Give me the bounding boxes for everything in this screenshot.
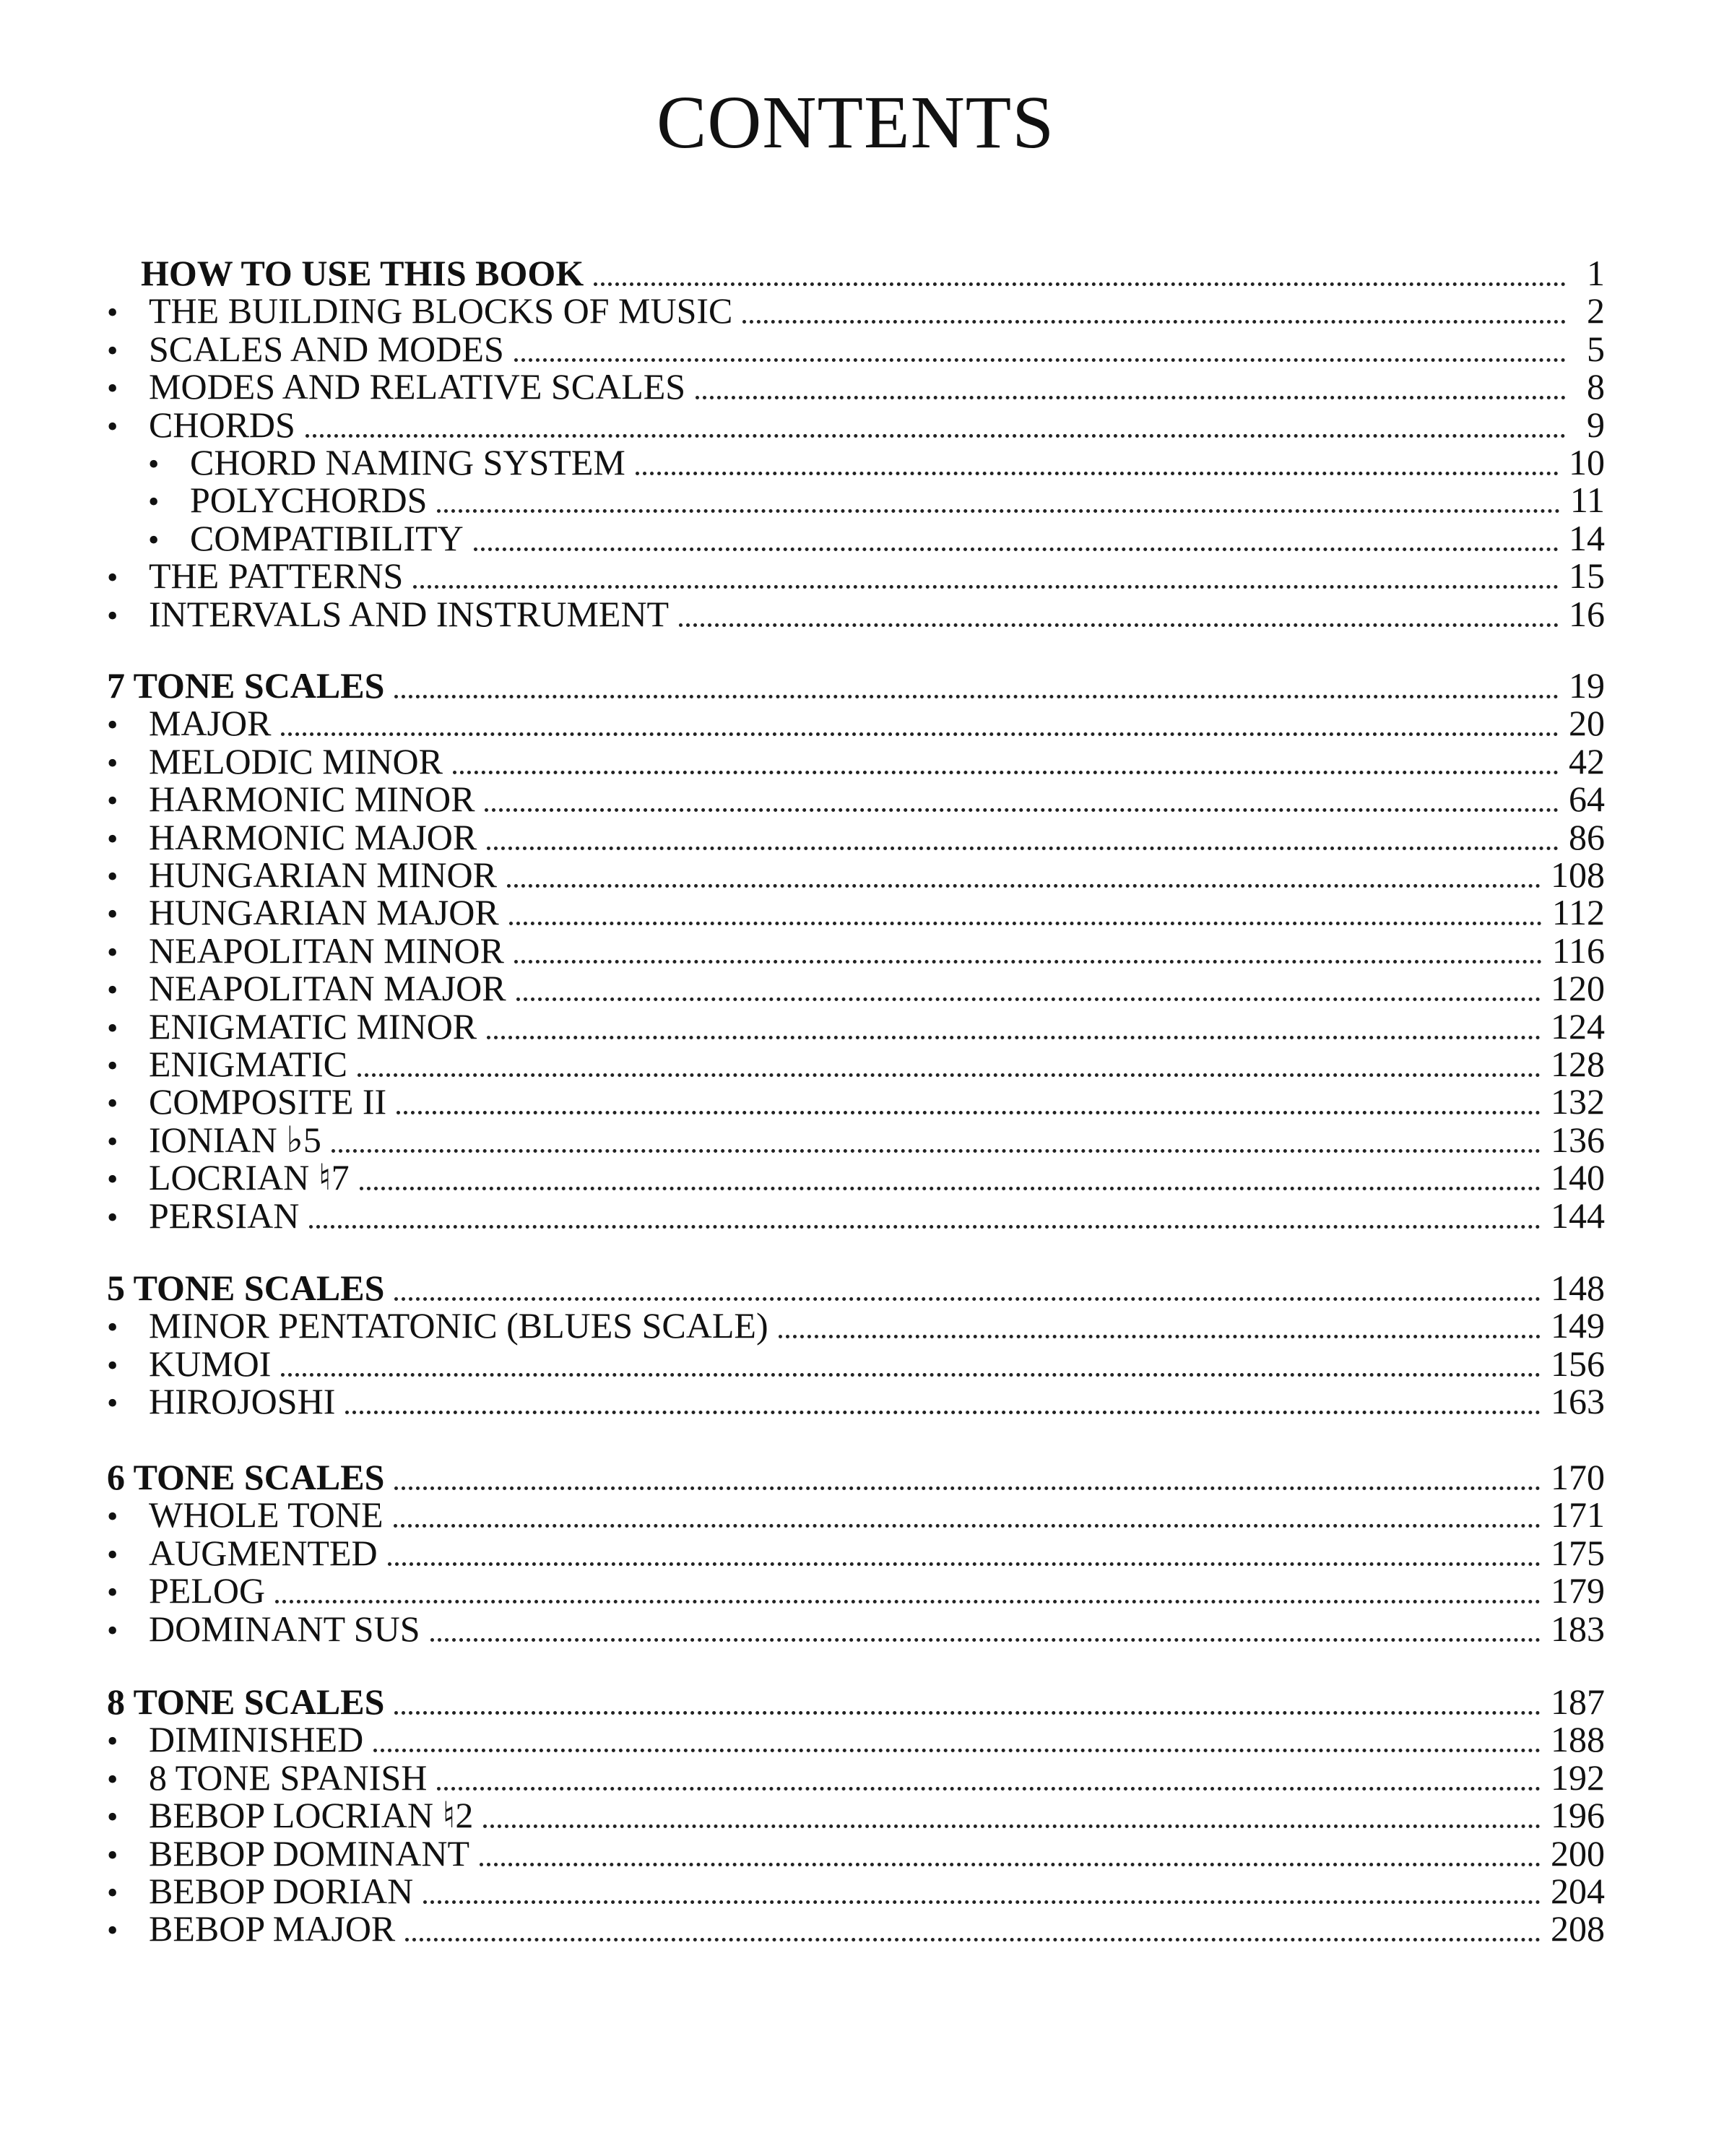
toc-heading <box>107 1458 1605 1496</box>
bullet-icon: • <box>107 707 118 743</box>
toc-page-number: 112 <box>1551 892 1605 933</box>
dot-leader <box>309 1225 1541 1229</box>
dot-leader <box>696 396 1566 399</box>
toc-entry <box>107 856 1605 893</box>
toc-page-number: 64 <box>1569 779 1605 820</box>
toc-entry <box>107 704 1605 742</box>
toc-page-number: 136 <box>1551 1119 1605 1160</box>
toc-page-number: 144 <box>1551 1195 1605 1236</box>
toc-entry-label: LOCRIAN ♮7 <box>149 1157 350 1198</box>
toc-heading <box>107 667 1605 704</box>
dot-leader <box>405 1938 1541 1941</box>
dot-leader <box>306 434 1566 438</box>
toc-entry <box>107 1307 1605 1344</box>
toc-page-number: 2 <box>1587 290 1605 332</box>
dot-leader <box>742 320 1566 324</box>
bullet-icon: • <box>107 1199 118 1235</box>
dot-leader <box>394 1297 1541 1301</box>
toc-entry <box>107 1572 1605 1609</box>
toc-entry-label: BEBOP DOMINANT <box>149 1832 469 1874</box>
dot-leader <box>483 1824 1541 1828</box>
toc-heading <box>107 1683 1605 1720</box>
toc-page-number: 196 <box>1551 1795 1605 1836</box>
toc-entry <box>107 1005 1605 1047</box>
dot-leader <box>388 1562 1541 1566</box>
dot-leader <box>275 1600 1541 1603</box>
toc-page-number: 42 <box>1569 740 1605 782</box>
toc-entry-label: NEAPOLITAN MINOR <box>149 930 504 971</box>
bullet-icon: • <box>107 597 118 633</box>
toc-entry-label: CHORDS <box>149 404 295 445</box>
toc-entry-label: 7 TONE SCALES <box>107 665 385 706</box>
dot-leader <box>413 585 1559 589</box>
toc-entry-label: KUMOI <box>149 1343 272 1384</box>
bullet-icon: • <box>107 1612 118 1648</box>
toc-heading <box>141 254 1605 292</box>
bullet-icon: • <box>107 1575 118 1611</box>
toc-page-number: 11 <box>1569 480 1605 521</box>
toc-heading <box>107 1269 1605 1307</box>
toc-entry <box>148 481 1605 519</box>
dot-leader <box>453 771 1559 774</box>
dot-leader <box>394 1711 1541 1715</box>
toc-entry-label: BEBOP DORIAN <box>149 1871 414 1911</box>
toc-entry <box>107 740 1605 782</box>
toc-entry <box>107 1910 1605 1947</box>
toc-entry-label: HUNGARIAN MINOR <box>149 854 497 895</box>
toc-entry-label: MELODIC MINOR <box>149 740 443 782</box>
dot-leader <box>394 1524 1541 1528</box>
toc-entry-label: INTERVALS AND INSTRUMENT <box>149 593 670 634</box>
dot-leader <box>345 1411 1541 1414</box>
toc-page-number: 1 <box>1587 253 1605 293</box>
toc-entry-label: THE PATTERNS <box>149 555 404 597</box>
toc-page-number: 8 <box>1587 366 1605 407</box>
toc-entry-label: HIROJOSHI <box>149 1381 336 1422</box>
toc-entry-label: THE BUILDING BLOCKS OF MUSIC <box>149 290 733 332</box>
toc-entry-label: NEAPOLITAN MAJOR <box>149 968 506 1009</box>
dot-leader <box>394 1486 1541 1490</box>
toc-entry-label: 5 TONE SCALES <box>107 1268 385 1308</box>
toc-page-number: 149 <box>1551 1305 1605 1346</box>
bullet-icon: • <box>107 560 118 596</box>
toc-entry-label: BEBOP LOCRIAN ♮2 <box>149 1795 474 1836</box>
dot-leader <box>514 960 1542 964</box>
toc-page-number: 132 <box>1551 1081 1605 1122</box>
dot-leader <box>437 509 1559 513</box>
toc-entry <box>107 1121 1605 1159</box>
toc-entry <box>107 1197 1605 1234</box>
dot-leader <box>487 1036 1541 1039</box>
toc-page-number: 171 <box>1551 1494 1605 1536</box>
toc-entry-label: COMPOSITE II <box>149 1081 387 1122</box>
dot-leader <box>373 1749 1541 1752</box>
bullet-icon: • <box>107 745 118 781</box>
toc-entry-label: MODES AND RELATIVE SCALES <box>149 366 686 407</box>
toc-entry-label: AUGMENTED <box>149 1532 378 1573</box>
bullet-icon: • <box>107 896 118 932</box>
toc-entry-label: MAJOR <box>149 703 272 744</box>
toc-entry-label: DIMINISHED <box>149 1719 364 1760</box>
dot-leader <box>281 1373 1541 1377</box>
bullet-icon: • <box>107 1499 118 1535</box>
toc-entry <box>107 1494 1605 1536</box>
bullet-icon: • <box>107 934 118 970</box>
dot-leader <box>679 623 1559 627</box>
toc-entry <box>107 330 1605 368</box>
dot-leader <box>480 1863 1541 1866</box>
toc-entry <box>107 780 1605 818</box>
toc-entry <box>107 1159 1605 1196</box>
toc-entry <box>148 519 1605 557</box>
toc-entry-label: PERSIAN <box>149 1195 300 1236</box>
toc-entry-label: 8 TONE SCALES <box>107 1681 385 1722</box>
bullet-icon: • <box>107 1799 118 1835</box>
dot-leader <box>487 847 1559 850</box>
bullet-icon: • <box>107 295 118 331</box>
bullet-icon: • <box>107 859 118 894</box>
toc-entry <box>107 1610 1605 1648</box>
toc-page-number: 163 <box>1551 1381 1605 1422</box>
toc-entry <box>107 1759 1605 1796</box>
toc-entry <box>107 1872 1605 1910</box>
toc-entry-label: HARMONIC MINOR <box>149 779 475 820</box>
bullet-icon: • <box>107 1837 118 1873</box>
toc-entry <box>107 1382 1605 1420</box>
toc-entry-label: HUNGARIAN MAJOR <box>149 892 499 933</box>
toc-page-number: 86 <box>1569 816 1605 857</box>
toc-page-number: 156 <box>1551 1343 1605 1384</box>
toc-page-number: 170 <box>1551 1457 1605 1497</box>
toc-entry <box>107 1345 1605 1382</box>
bullet-icon: • <box>107 332 118 368</box>
bullet-icon: • <box>107 1010 118 1046</box>
toc-entry-label: POLYCHORDS <box>190 480 428 521</box>
toc-page-number: 183 <box>1551 1608 1605 1649</box>
bullet-icon: • <box>107 408 118 444</box>
toc-page-number: 120 <box>1551 968 1605 1009</box>
toc-entry-label: 6 TONE SCALES <box>107 1457 385 1497</box>
toc-entry-label: ENIGMATIC <box>149 1044 347 1084</box>
toc-entry <box>148 443 1605 481</box>
bullet-icon: • <box>107 821 118 857</box>
dot-leader <box>779 1335 1541 1338</box>
bullet-icon: • <box>107 1723 118 1759</box>
toc-page-number: 148 <box>1551 1268 1605 1308</box>
toc-entry <box>107 932 1605 969</box>
bullet-icon: • <box>107 972 118 1008</box>
bullet-icon: • <box>107 1761 118 1797</box>
toc-entry <box>107 1832 1605 1874</box>
bullet-icon: • <box>107 1086 118 1122</box>
toc-page-number: 19 <box>1569 665 1605 706</box>
toc-page-number: 14 <box>1569 517 1605 558</box>
bullet-icon: • <box>107 1385 118 1421</box>
toc-entry <box>107 818 1605 856</box>
toc-entry <box>107 595 1605 633</box>
dot-leader <box>430 1638 1541 1642</box>
toc-entry-label: SCALES AND MODES <box>149 328 504 369</box>
toc-page-number: 5 <box>1587 328 1605 369</box>
bullet-icon: • <box>107 1123 118 1159</box>
toc-entry-label: MINOR PENTATONIC (BLUES SCALE) <box>149 1305 768 1346</box>
toc-page-number: 187 <box>1551 1681 1605 1722</box>
toc-entry <box>107 969 1605 1007</box>
dot-leader <box>509 922 1542 925</box>
dot-leader <box>423 1900 1541 1904</box>
toc-entry <box>107 290 1605 332</box>
bullet-icon: • <box>107 1161 118 1198</box>
toc-entry-label: WHOLE TONE <box>149 1494 384 1536</box>
bullet-icon: • <box>107 371 118 407</box>
toc-entry <box>107 1083 1605 1120</box>
dot-leader <box>636 472 1559 475</box>
bullet-icon: • <box>107 1309 118 1346</box>
toc-entry <box>107 406 1605 443</box>
page-title: CONTENTS <box>656 81 1055 164</box>
toc-entry-label: 8 TONE SPANISH <box>149 1757 428 1798</box>
toc-entry <box>107 1045 1605 1083</box>
dot-leader <box>437 1787 1541 1791</box>
toc-page-number: 175 <box>1551 1532 1605 1573</box>
dot-leader <box>516 997 1541 1001</box>
toc-page-number: 204 <box>1551 1871 1605 1911</box>
dot-leader <box>514 358 1566 362</box>
toc-entry <box>107 1720 1605 1758</box>
toc-entry <box>107 893 1605 931</box>
dot-leader <box>485 808 1559 812</box>
bullet-icon: • <box>107 1913 118 1949</box>
toc-entry-label: HOW TO USE THIS BOOK <box>141 253 584 293</box>
toc-entry-label: ENIGMATIC MINOR <box>149 1005 477 1047</box>
toc-page-number: 10 <box>1569 442 1605 482</box>
toc-page-number: 128 <box>1551 1044 1605 1084</box>
dot-leader <box>474 547 1559 551</box>
toc-page-number: 140 <box>1551 1157 1605 1198</box>
toc-entry-label: BEBOP MAJOR <box>149 1908 396 1949</box>
toc-entry-label: IONIAN ♭5 <box>149 1119 321 1160</box>
bullet-icon: • <box>107 1536 118 1572</box>
bullet-icon: • <box>107 1048 118 1083</box>
bullet-icon: • <box>148 521 160 558</box>
toc-page-number: 208 <box>1551 1908 1605 1949</box>
toc-page-number: 192 <box>1551 1757 1605 1798</box>
bullet-icon: • <box>148 484 160 520</box>
toc-page-number: 15 <box>1569 555 1605 597</box>
dot-leader <box>281 732 1559 736</box>
toc-page-number: 9 <box>1587 404 1605 445</box>
toc-entry <box>107 555 1605 597</box>
bullet-icon: • <box>148 446 160 482</box>
toc-page-number: 20 <box>1569 703 1605 744</box>
dot-leader <box>397 1111 1541 1114</box>
bullet-icon: • <box>107 783 118 819</box>
toc-page-number: 200 <box>1551 1832 1605 1874</box>
toc-page-number: 108 <box>1551 854 1605 895</box>
toc-entry <box>107 368 1605 405</box>
toc-page-number: 16 <box>1569 593 1605 634</box>
toc-page-number: 188 <box>1551 1719 1605 1760</box>
dot-leader <box>358 1073 1541 1077</box>
dot-leader <box>594 282 1566 286</box>
dot-leader <box>394 695 1559 698</box>
toc-entry-label: DOMINANT SUS <box>149 1608 420 1649</box>
toc-page-number: 124 <box>1551 1005 1605 1047</box>
toc-entry-label: CHORD NAMING SYSTEM <box>190 442 625 482</box>
bullet-icon: • <box>107 1875 118 1910</box>
bullet-icon: • <box>107 1347 118 1383</box>
dot-leader <box>507 884 1541 888</box>
dot-leader <box>360 1187 1541 1190</box>
toc-entry-label: COMPATIBILITY <box>190 517 464 558</box>
toc-entry <box>107 1534 1605 1572</box>
toc-entry-label: HARMONIC MAJOR <box>149 816 477 857</box>
toc-entry <box>107 1796 1605 1834</box>
toc-page-number: 116 <box>1551 930 1605 971</box>
toc-entry-label: PELOG <box>149 1570 266 1611</box>
dot-leader <box>332 1149 1541 1153</box>
toc-page-number: 179 <box>1551 1570 1605 1611</box>
